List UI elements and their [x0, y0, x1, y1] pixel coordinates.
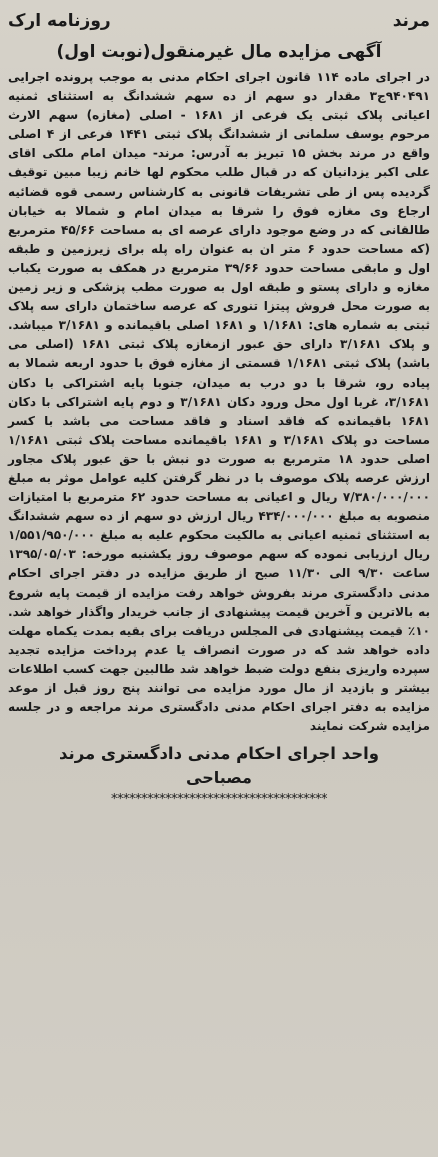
- city-label: مرند: [392, 11, 430, 31]
- header-bar: [8, 4, 430, 38]
- signatory-name: مصباحی: [186, 768, 252, 788]
- issuer-name: واحد اجرای احکام مدنی دادگستری مرند: [58, 744, 380, 764]
- notice-title: آگهی مزایده مال غیرمنقول(نوبت اول): [56, 42, 382, 62]
- notice-body: در اجرای ماده ۱۱۴ قانون اجرای احکام مدنی به موجب پرونده اجرایی ۹۴۰۴۹۱ج۳ مقدار دو سهم از ده سهم ششدانگ به استثنای ثمنیه اعیانی پلاک ثبتی یک فرعی از ۱۶۸۱ - اصلی (مغازه) سهم الارث مرحوم یوسف سلمانی از ششدانگ پلاک ثبتی ۱۴۴۱ فرعی از ۴ اصلی واقع در مرند بخش ۱۵ تبریز به آدرس: مرند- میدان امام ملکی اقای علی اکبر یزدانیان که در قبال طلب محکوم لها خانم زیبا مبین توقیف گردیده پس از طی تشریفات قانونی به کارشناس رسمی قوه قضائیه ارجاع وی مغازه فوق را شرقا به میدان امام و شمالا به خیابان طالقانی که در وضع موجود دارای عرصه ای به مساحت ۴۵/۶۶ مترمربع (که مساحت حدود ۶ متر ان به عنوان راه پله برای زیرزمین و طبقه اول و مابقی مساحت حدود ۳۹/۶۶ مترمربع در همکف به صورت یکباب مغازه و دارای پستو و طبقه اول به صورت مطب پزشکی و زیر زمین به صورت محل فروش پیتزا تنوری که عرصه ساختمان دارای سه پلاک ثبتی به شماره های: ۱/۱۶۸۱ و ۱۶۸۱ اصلی باقیمانده و ۳/۱۶۸۱ میباشد. و پلاک ۳/۱۶۸۱ دارای حق عبور ازمغازه پلاک ثبتی ۱۶۸۱ (اصلی می باشد) پلاک ثبتی ۱/۱۶۸۱ قسمتی از مغازه فوق با حدود اربعه شمالا به پیاده رو، شرقا با دو درب به میدان، جنوبا پایه اشتراکی با دکان ۳/۱۶۸۱، غربا اول محل ورود دکان ۳/۱۶۸۱ و دوم پایه اشتراکی با دکان ۱۶۸۱ باقیمانده که فاقد اسناد و فاقد مساحت می باشد با کسر مساحت دو پلاک ۳/۱۶۸۱ و ۱۶۸۱ باقیمانده مساحت پلاک ثبتی ۱/۱۶۸۱ اصلی حدود ۱۸ مترمربع به صورت دو نبش با حق عبور پلاک مجاور ارزش عرصه پلاک موصوف با در نظر گرفتن کلیه عوامل موثر به مبلغ ۷/۳۸۰/۰۰۰/۰۰۰ ریال و اعیانی به مساحت حدود ۶۲ مترمربع با امتیازات منصوبه به مبلغ ۴۳۴/۰۰۰/۰۰۰ ریال ارزش دو سهم از ده سهم ششدانگ به استثنای ثمنیه اعیانی به مالکیت محکوم علیه به مبلغ ۱/۵۵۱/۹۵۰/۰۰۰ ریال ارزیابی نموده که سهم موصوف روز یکشنبه مورخه: ۱۳۹۵/۰۵/۰۳ ساعت ۹/۳۰ الی ۱۱/۳۰ صبح از طریق مزایده در دفتر اجرای احکام مدنی دادگستری مرند بفروش خواهد رفت مزایده از قیمت پایه شروع به بالاترین و آخرین قیمت پیشنهادی از جانب خریدار واگذار خواهد شد. ۱۰٪ قیمت پیشنهادی فی المجلس دریافت برای بقیه بمدت یکماه مهلت داده خواهد شد که در صورت انصراف یا عدم پرداخت مزایده تجدید سپرده واریزی بنفع دولت ضبط خواهد شد طالبین جهت کسب اطلاعات بیشتر و بازدید از مال مورد مزایده می توانند پنج روز قبل از موعد مزایده به دفتر اجرای احکام مدنی دادگستری مرند مراجعه و در جلسه مزایده شرکت نمایند: [8, 70, 431, 734]
- star-divider: ************************************: [111, 792, 327, 808]
- newspaper-name: روزنامه ارک: [8, 11, 111, 31]
